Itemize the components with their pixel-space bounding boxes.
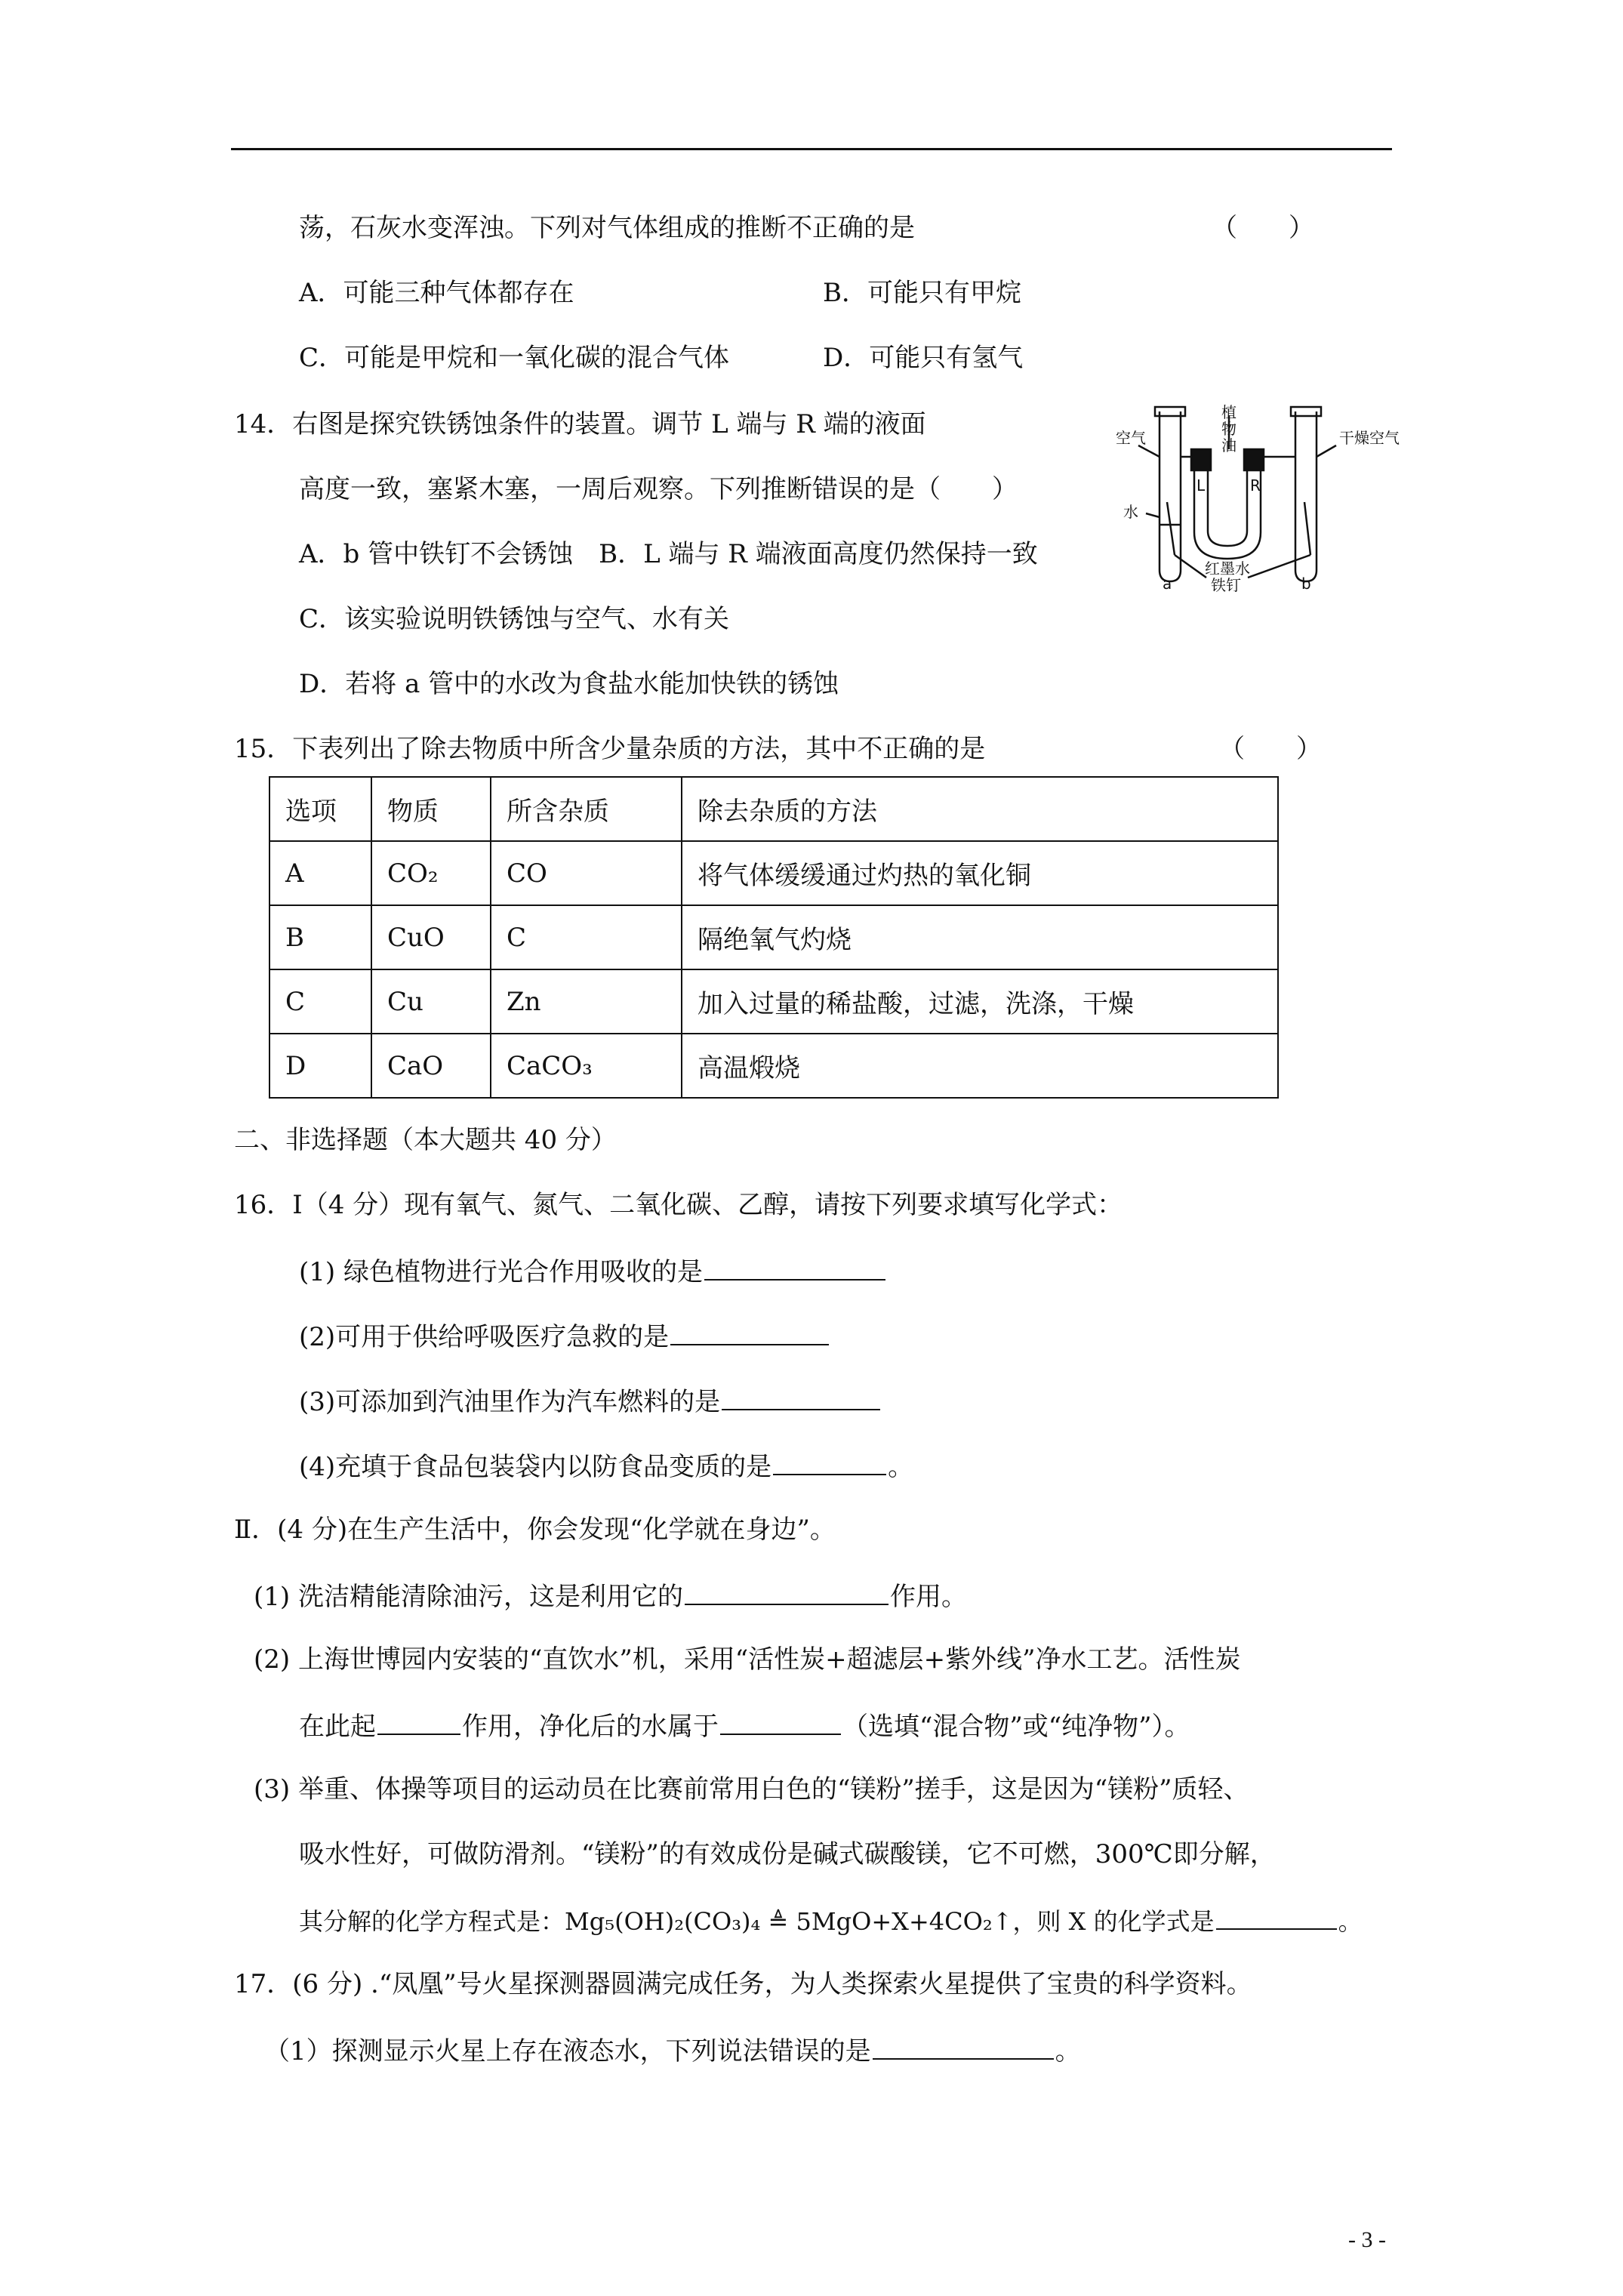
table-cell: B	[269, 905, 371, 969]
table-cell: A	[269, 841, 371, 905]
q13-option-a: A．可能三种气体都存在	[299, 278, 574, 308]
q16b-sub1: (1) 洗洁精能清除油污，这是利用它的 作用。	[254, 1578, 967, 1613]
q16b-intro: Ⅱ．(4 分)在生产生活中，你会发现“化学就在身边”。	[234, 1515, 836, 1545]
q14-stem-line2: 高度一致，塞紧木塞，一周后观察。下列推断错误的是（ ）	[299, 474, 1018, 504]
answer-blank[interactable]	[685, 1578, 888, 1605]
table-row	[269, 969, 1278, 1034]
table-cell: 加入过量的稀盐酸，过滤，洗涤，干燥	[682, 969, 1278, 1034]
q17-intro: 17．(6 分) .“凤凰”号火星探测器圆满完成任务，为人类探索火星提供了宝贵的科学资料。	[234, 1969, 1252, 1999]
q16-intro: 16．Ⅰ（4 分）现有氧气、氮气、二氧化碳、乙醇，请按下列要求填写化学式：	[234, 1190, 1123, 1220]
answer-blank[interactable]	[722, 1383, 880, 1410]
table-cell: CuO	[371, 905, 491, 969]
fig-label-nail: 铁钉	[1211, 576, 1241, 593]
fig-label-l: L	[1196, 476, 1206, 495]
fig-label-dry-air: 干燥空气	[1339, 429, 1400, 447]
fig-label-air: 空气	[1116, 429, 1146, 447]
q13-option-c: C．可能是甲烷和一氧化碳的混合气体	[299, 343, 730, 373]
section-heading: 二、非选择题（本大题共 40 分）	[234, 1125, 617, 1155]
answer-blank[interactable]	[873, 2032, 1054, 2060]
fig-label-plant-3: 油	[1221, 436, 1236, 455]
fig-label-red-ink: 红墨水	[1205, 559, 1250, 578]
table-header-cell: 物质	[371, 777, 491, 841]
table-row	[269, 1034, 1278, 1098]
answer-blank[interactable]	[670, 1318, 829, 1345]
q15-impurity-table	[269, 776, 1279, 1099]
answer-blank[interactable]	[1216, 1903, 1337, 1930]
q16b-sub3-line1: (3) 举重、体操等项目的运动员在比赛前常用白色的“镁粉”搓手，这是因为“镁粉”质轻、	[254, 1774, 1249, 1804]
q15-stem: 15．下表列出了除去物质中所含少量杂质的方法，其中不正确的是	[234, 734, 986, 764]
fig-label-r: R	[1250, 476, 1261, 495]
q14-option-c: C．该实验说明铁锈蚀与空气、水有关	[299, 604, 730, 634]
fig-label-a: a	[1163, 575, 1172, 593]
fig-label-plant-1: 植	[1221, 404, 1236, 421]
q13-option-d: D．可能只有氢气	[823, 343, 1024, 373]
table-cell: C	[491, 905, 682, 969]
q13-answer-paren: （ ）	[1212, 213, 1314, 243]
table-cell: 高温煅烧	[682, 1034, 1278, 1098]
answer-blank[interactable]	[704, 1253, 885, 1281]
table-cell: 将气体缓缓通过灼热的氧化铜	[682, 841, 1278, 905]
table-header-row	[269, 777, 1278, 841]
answer-blank[interactable]	[720, 1708, 841, 1735]
q16-sub2: (2)可用于供给呼吸医疗急救的是	[299, 1318, 830, 1354]
header-rule	[231, 148, 1392, 150]
table-cell: D	[269, 1034, 371, 1098]
rust-experiment-figure	[1116, 404, 1403, 593]
table-header-cell: 除去杂质的方法	[682, 777, 1278, 841]
page-number: - 3 -	[1348, 2227, 1386, 2252]
q15-answer-paren: （ ）	[1219, 734, 1322, 764]
answer-blank[interactable]	[377, 1708, 460, 1735]
fig-label-b: b	[1301, 575, 1311, 593]
table-cell: CO	[491, 841, 682, 905]
table-cell: 隔绝氧气灼烧	[682, 905, 1278, 969]
q16b-sub2-line2: 在此起 作用，净化后的水属于 （选填“混合物”或“纯净物”）。	[299, 1708, 1190, 1743]
table-cell: CaCO₃	[491, 1034, 682, 1098]
q16b-sub2-line1: (2) 上海世博园内安装的“直饮水”机，采用“活性炭+超滤层+紫外线”净水工艺。活性炭	[254, 1644, 1241, 1675]
q14-stem-line1: 14．右图是探究铁锈蚀条件的装置。调节 L 端与 R 端的液面	[234, 409, 926, 439]
q14-options-ab: A．b 管中铁钉不会锈蚀 B．L 端与 R 端液面高度仍然保持一致	[299, 539, 1038, 569]
q13-option-b: B．可能只有甲烷	[823, 278, 1021, 308]
fig-label-water: 水	[1123, 503, 1138, 521]
table-cell: C	[269, 969, 371, 1034]
q16b-sub3-line2: 吸水性好，可做防滑剂。“镁粉”的有效成份是碱式碳酸镁，它不可燃，300℃即分解，	[299, 1839, 1276, 1869]
fig-label-plant-2: 物	[1221, 420, 1236, 438]
table-cell: Zn	[491, 969, 682, 1034]
table-header-cell: 选项	[269, 777, 371, 841]
q14-option-d: D．若将 a 管中的水改为食盐水能加快铁的锈蚀	[299, 669, 839, 699]
q13-stem: 荡，石灰水变浑浊。下列对气体组成的推断不正确的是	[299, 213, 915, 243]
q16-sub4: (4)充填于食品包装袋内以防食品变质的是 。	[299, 1448, 913, 1484]
q17-sub1: （1）探测显示火星上存在液态水，下列说法错误的是 。	[264, 2032, 1081, 2068]
q16-sub3: (3)可添加到汽油里作为汽车燃料的是	[299, 1383, 882, 1419]
table-cell: Cu	[371, 969, 491, 1034]
table-header-cell: 所含杂质	[491, 777, 682, 841]
table-row	[269, 841, 1278, 905]
q16-sub1: (1) 绿色植物进行光合作用吸收的是	[299, 1253, 887, 1289]
answer-blank[interactable]	[773, 1448, 886, 1475]
table-row	[269, 905, 1278, 969]
q16b-sub3-line3: 其分解的化学方程式是：Mg₅(OH)₂(CO₃)₄ ≜ 5MgO+X+4CO₂↑，则 X 的化学式是 。	[299, 1903, 1363, 1938]
table-cell: CO₂	[371, 841, 491, 905]
table-cell: CaO	[371, 1034, 491, 1098]
